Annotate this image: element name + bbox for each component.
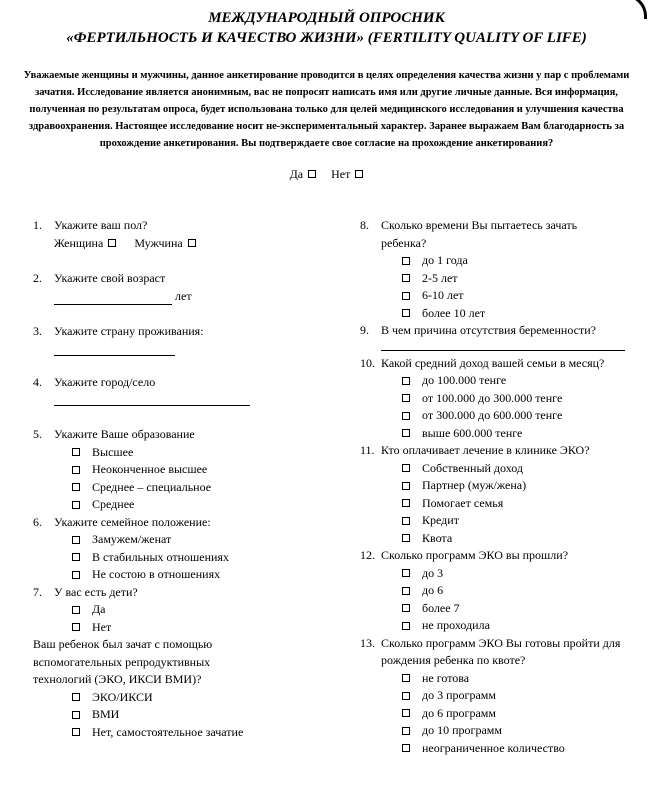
checkbox[interactable] [402,499,410,507]
question-text: У вас есть дети? [54,584,138,599]
option-item[interactable] [360,407,645,425]
option-label: до 3 [422,565,444,580]
option-item[interactable] [33,461,333,479]
checkbox[interactable] [72,501,80,509]
option-item[interactable] [33,479,333,497]
question-text: В чем причина отсутствия беременности? [381,323,596,337]
right-column [360,217,645,757]
option-item[interactable] [33,601,333,619]
consent-yes-label: Да [289,167,304,181]
checkbox[interactable] [72,553,80,561]
checkbox[interactable] [402,587,410,595]
checkbox[interactable] [72,448,80,456]
option-male-checkbox[interactable] [188,239,196,247]
option-item[interactable] [360,512,645,530]
option-item[interactable] [360,372,645,390]
option-item[interactable] [360,270,645,288]
question-1 [33,217,333,252]
question-number: 4. [33,374,42,389]
option-label: Замужем/женат [92,532,172,546]
question-number: 6. [33,514,42,529]
question-number: 12. [360,548,375,562]
checkbox[interactable] [402,482,410,490]
question-10 [360,355,645,443]
option-label: 2-5 лет [422,270,458,285]
question-text: Сколько программ ЭКО Вы готовы пройти для рождения ребенка по квоте? [381,635,621,667]
checkbox[interactable] [402,394,410,402]
question-12 [360,547,645,635]
option-item[interactable] [33,444,333,462]
question-7 [33,584,333,637]
question-8 [360,217,645,322]
option-label: Высшее [92,444,134,459]
country-input-line[interactable] [54,355,175,356]
option-item[interactable] [360,477,645,495]
option-label: неограниченное количество [422,740,565,755]
option-item[interactable] [360,287,645,305]
option-label: до 10 программ [422,723,502,737]
question-number: 5. [33,427,42,441]
age-input-line[interactable] [54,290,172,305]
option-item[interactable] [33,619,333,637]
option-label: более 10 лет [422,305,486,320]
option-item[interactable] [360,495,645,513]
title-line-2: «ФЕРТИЛЬНОСТЬ И КАЧЕСТВО ЖИЗНИ» (FERTILITY QUALITY OF LIFE) [66,30,587,46]
option-item[interactable] [33,549,333,567]
question-11 [360,442,645,547]
option-label: не проходила [422,618,490,632]
title-line-1: МЕЖДУНАРОДНЫЙ ОПРОСНИК [208,10,445,26]
option-female-checkbox[interactable] [108,239,116,247]
option-item[interactable] [360,740,645,758]
checkbox[interactable] [72,711,80,719]
option-item[interactable] [33,689,333,707]
question-7b [33,636,248,689]
checkbox[interactable] [402,534,410,542]
option-item[interactable] [33,706,333,724]
option-item[interactable] [360,305,645,323]
option-item[interactable] [33,724,333,742]
question-text: Укажите ваш пол? [54,218,148,232]
question-number: 11. [360,443,375,457]
question-number: 7. [33,584,42,599]
checkbox[interactable] [72,483,80,491]
option-label: более 7 [422,600,460,615]
question-9 [360,322,645,351]
option-label: до 100.000 тенге [422,373,507,387]
question-text: Укажите Ваше образование [54,427,195,441]
question-3 [33,323,333,356]
question-text: Укажите город/село [54,374,156,389]
age-suffix: лет [175,288,192,303]
checkbox[interactable] [402,309,410,317]
checkbox[interactable] [402,464,410,472]
option-label: 6-10 лет [422,288,464,302]
checkbox[interactable] [72,606,80,614]
option-item[interactable] [360,617,645,635]
option-label: Квота [422,530,453,545]
question-text: Сколько времени Вы пытаетесь зачать ребенка? [381,218,578,250]
option-item[interactable] [360,530,645,548]
option-item[interactable] [360,582,645,600]
option-label: Среднее [92,497,135,511]
reason-input-line[interactable] [381,350,625,351]
checkbox[interactable] [402,412,410,420]
question-2 [33,270,333,305]
option-item[interactable] [360,687,645,705]
gender-options [33,235,333,253]
option-item[interactable] [360,722,645,740]
option-label: Неоконченное высшее [92,462,208,476]
option-item[interactable] [360,600,645,618]
option-label: Кредит [422,513,459,527]
question-number: 9. [360,323,369,337]
option-label: Нет, самостоятельное зачатие [92,724,244,739]
option-label: не готова [422,670,470,685]
option-label: от 300.000 до 600.000 тенге [422,408,563,422]
question-13 [360,635,645,758]
option-item[interactable] [360,390,645,408]
consent-no-label: Нет [331,167,351,181]
question-number: 8. [360,218,369,232]
checkbox[interactable] [402,622,410,630]
option-item[interactable] [33,566,333,584]
option-label: Помогает семья [422,495,504,510]
checkbox[interactable] [72,536,80,544]
checkbox[interactable] [402,569,410,577]
question-text: Какой средний доход вашей семьи в месяц? [381,355,605,370]
option-label: Среднее – специальное [92,479,212,494]
option-label: Собственный доход [422,460,524,475]
question-text: Укажите семейное положение: [54,514,211,529]
checkbox[interactable] [72,571,80,579]
checkbox[interactable] [402,674,410,682]
option-item[interactable] [360,565,645,583]
question-number: 10. [360,355,375,370]
option-label: В стабильных отношениях [92,549,229,564]
checkbox[interactable] [402,692,410,700]
question-number: 3. [33,324,42,338]
option-label: ВМИ [92,707,120,721]
option-item[interactable] [360,252,645,270]
checkbox[interactable] [402,429,410,437]
checkbox[interactable] [402,292,410,300]
option-label: Нет [92,619,112,634]
question-number: 13. [360,635,375,650]
question-text: Ваш ребенок был зачат с помощью вспомогательных репродуктивных технологий (ЭКО, ИКСИ ВМИ)? [33,637,213,686]
left-column [33,217,333,741]
option-label: до 6 [422,583,444,597]
option-item[interactable] [360,705,645,723]
checkbox[interactable] [402,517,410,525]
checkbox[interactable] [402,377,410,385]
question-4 [33,374,333,407]
question-text: Укажите свой возраст [54,271,166,285]
checkbox[interactable] [402,604,410,612]
question-text: Укажите страну проживания: [54,324,204,338]
option-label: до 1 года [422,253,468,267]
option-label: от 100.000 до 300.000 тенге [422,390,563,405]
checkbox[interactable] [402,744,410,752]
checkbox[interactable] [402,709,410,717]
option-label: Партнер (муж/жена) [422,478,527,492]
option-label: Не состою в отношениях [92,567,221,581]
checkbox[interactable] [402,727,410,735]
option-item[interactable] [33,531,333,549]
question-number: 2. [33,271,42,285]
question-text: Кто оплачивает лечение в клинике ЭКО? [381,443,590,457]
question-5 [33,426,333,514]
checkbox[interactable] [72,728,80,736]
consent-no-checkbox[interactable] [355,170,363,178]
checkbox[interactable] [72,693,80,701]
option-label: ЭКО/ИКСИ [92,689,153,704]
city-input-line[interactable] [54,405,250,406]
option-item[interactable] [360,425,645,443]
option-female-label: Женщина [54,235,104,250]
option-item[interactable] [33,496,333,514]
consent-row [0,166,653,182]
option-item[interactable] [360,460,645,478]
checkbox[interactable] [72,466,80,474]
checkbox[interactable] [402,274,410,282]
checkbox[interactable] [72,623,80,631]
option-male-label: Мужчина [134,235,183,250]
option-label: до 3 программ [422,688,496,702]
consent-yes-checkbox[interactable] [308,170,316,178]
option-label: выше 600.000 тенге [422,425,523,440]
checkbox[interactable] [402,257,410,265]
intro-paragraph: Уважаемые женщины и мужчины, данное анкетирование проводится в целях определения качества жизни у пар с проблемами зачатия. Исследование является анонимным, вас не попросят написать имя или другие личные данные. Вся информация, полученная по результатам опроса, будет использована только для целей медицинского исследования и улучшения качества здравоохранения. Настоящее исследование носит не-экспериментальный характер. Заранее выражаем Вам благодарность за прохождение анкетирования. Вы подтверждаете свое согласие на прохождение анкетирования? [23,70,630,149]
option-label: до 6 программ [422,705,496,720]
question-6 [33,514,333,584]
question-number: 1. [33,218,42,232]
option-item[interactable] [360,670,645,688]
question-7b-options [33,689,333,742]
option-label: Да [92,602,106,616]
question-text: Сколько программ ЭКО вы прошли? [381,548,569,562]
